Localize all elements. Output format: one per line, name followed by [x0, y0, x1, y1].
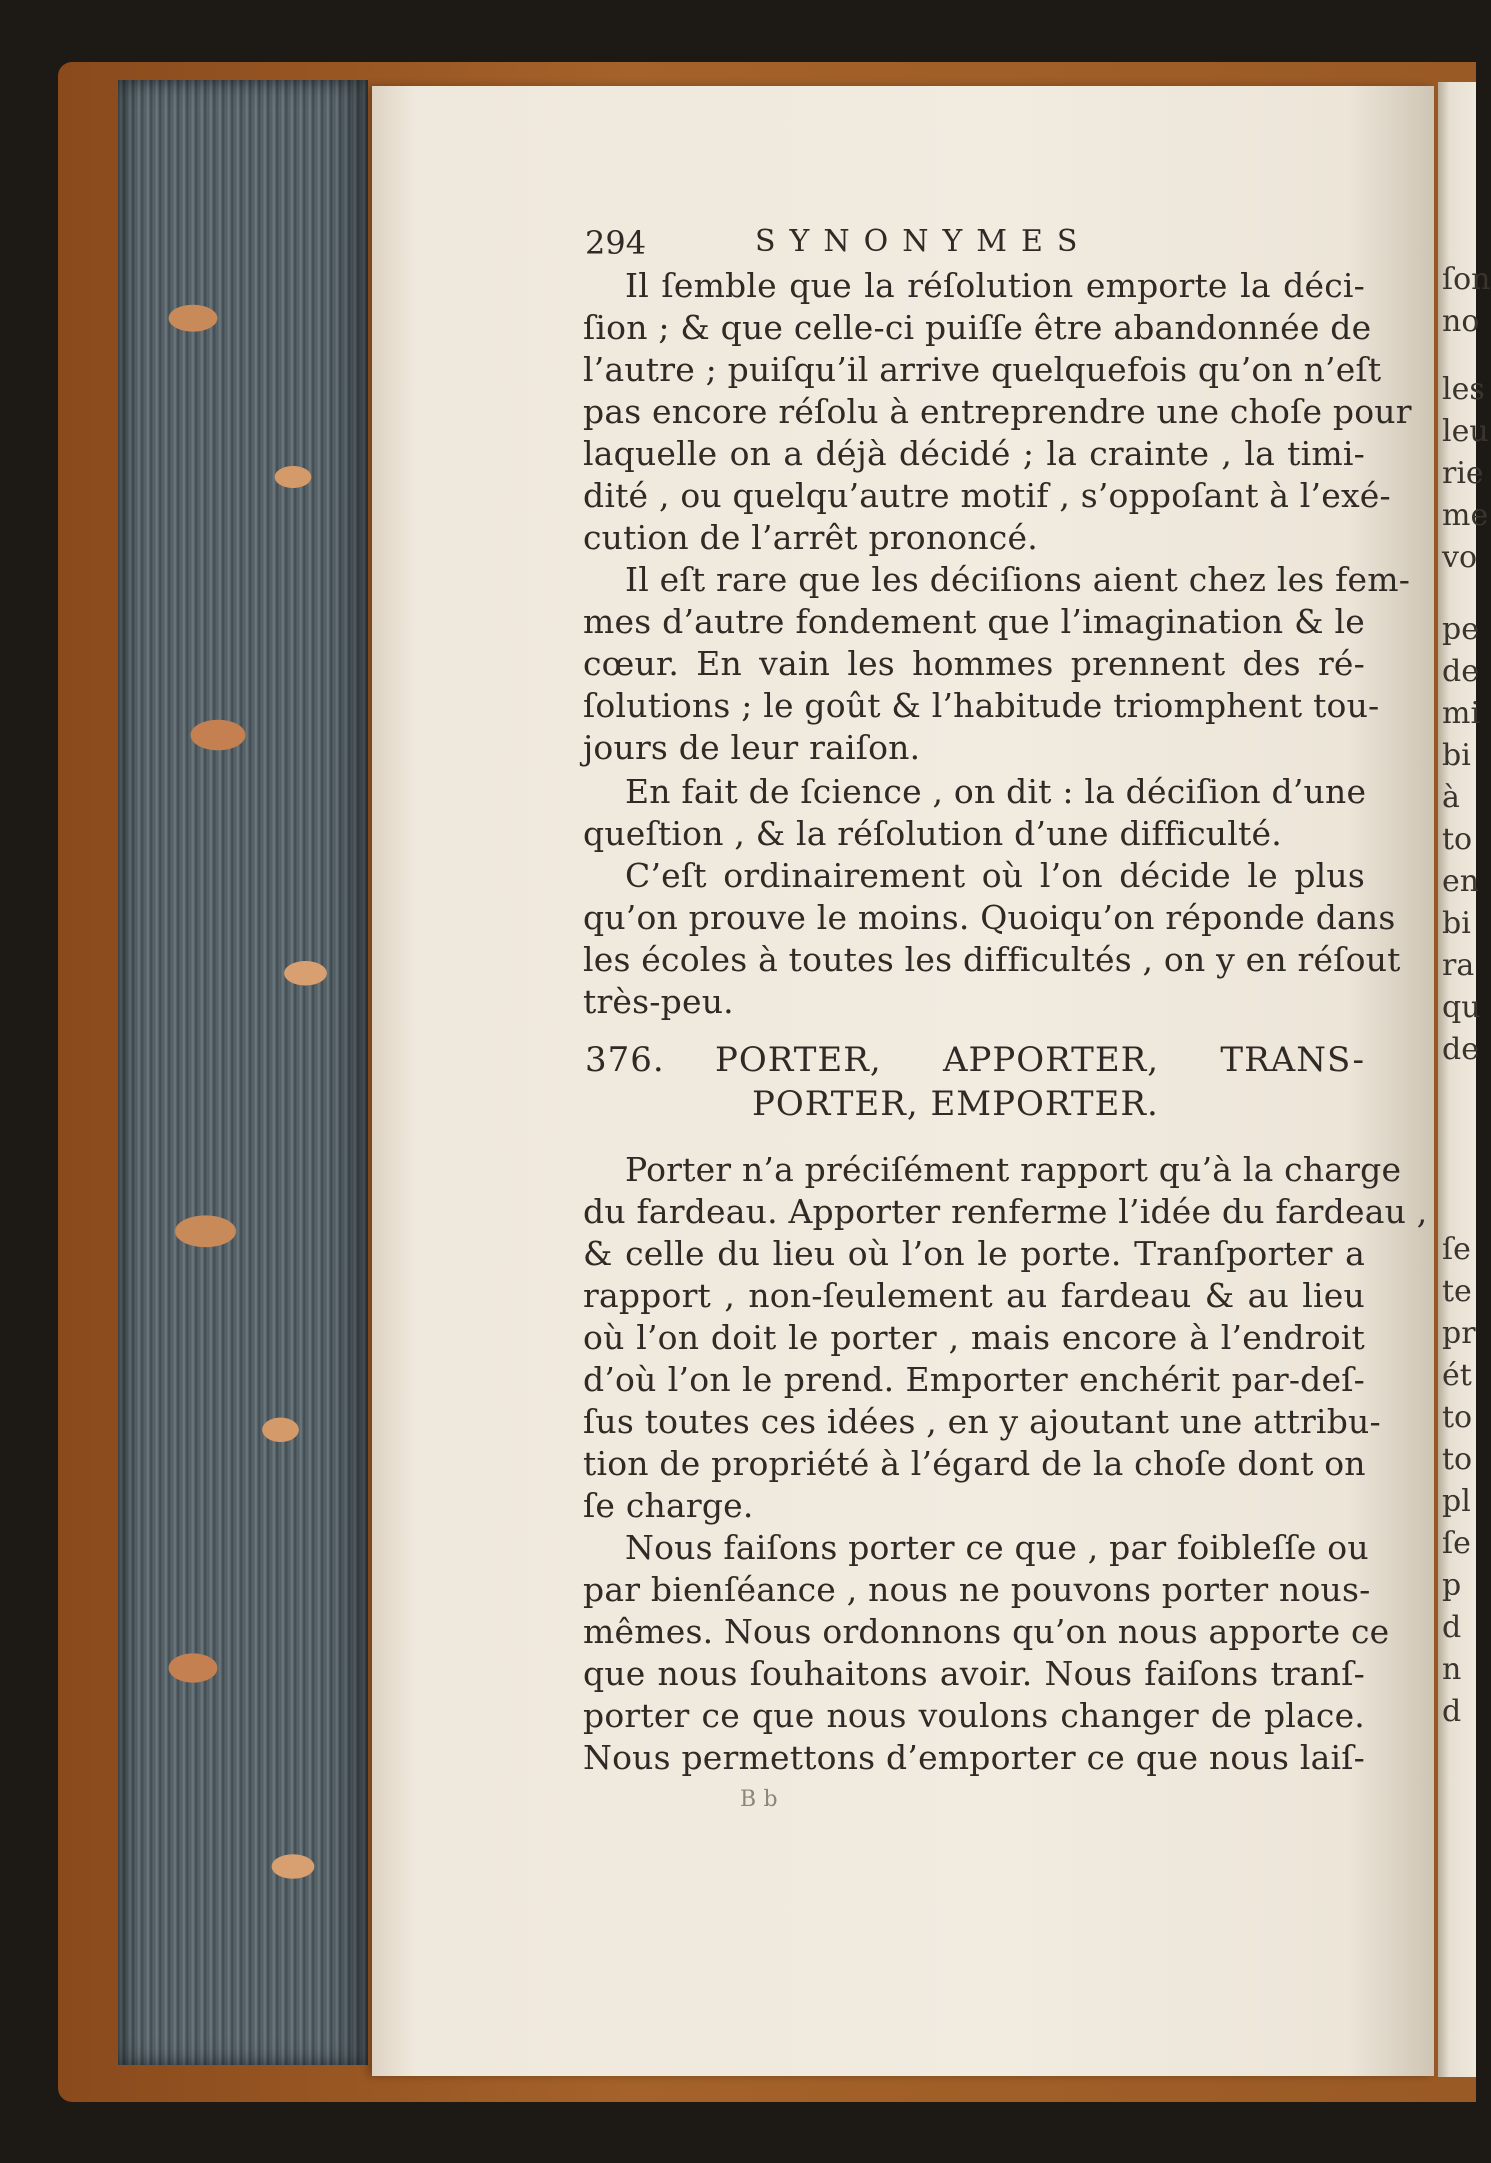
facing-page-text-fragment: to	[1442, 822, 1473, 857]
facing-page-text-fragment: pe	[1442, 612, 1479, 647]
facing-page-text-fragment: en	[1442, 864, 1480, 899]
facing-page-text-fragment: me	[1442, 498, 1489, 533]
text-line: cœur. En vain les hommes prennent des ré-	[583, 644, 1365, 683]
facing-page-text-fragment: pl	[1442, 1484, 1471, 1519]
page-number: 294	[585, 224, 647, 262]
text-line: mes d’autre fondement que l’imagination & le	[583, 602, 1365, 641]
section-title-line-2: PORTER, EMPORTER.	[752, 1084, 1159, 1124]
facing-page-text-fragment: n	[1442, 1652, 1462, 1687]
text-line: pas encore réſolu à entreprendre une choſe pour	[583, 392, 1412, 431]
text-line: les écoles à toutes les difficultés , on y en réſout	[583, 940, 1401, 979]
facing-page-text-fragment: ſe	[1442, 1526, 1471, 1561]
facing-page-text-fragment: pr	[1442, 1316, 1476, 1351]
facing-page-text-fragment: bi	[1442, 738, 1471, 773]
text-line: du fardeau. Apporter renferme l’idée du fardeau ,	[583, 1192, 1428, 1231]
text-line: ſolutions ; le goût & l’habitude triomphent tou-	[583, 686, 1380, 725]
facing-page-text-fragment: de	[1442, 1032, 1479, 1067]
text-line: ſion ; & que celle-ci puiſſe être abandonnée de	[583, 308, 1372, 347]
text-line: par bienſéance , nous ne pouvons porter nous-	[583, 1570, 1371, 1609]
text-line: cution de l’arrêt prononcé.	[583, 518, 1038, 557]
text-line: que nous ſouhaitons avoir. Nous faiſons tranſ-	[583, 1654, 1365, 1693]
facing-page-text-fragment: ra	[1442, 948, 1475, 983]
facing-page-text-fragment: d	[1442, 1610, 1462, 1645]
text-line: queſtion , & la réſolution d’une difficulté.	[583, 814, 1282, 853]
facing-page-text-fragment: no	[1442, 304, 1480, 339]
text-line: ſe charge.	[583, 1486, 754, 1525]
facing-page-text-fragment: qu	[1442, 990, 1481, 1025]
running-title: SYNONYMES	[755, 224, 1092, 259]
facing-page-text-fragment: vo	[1442, 540, 1478, 575]
text-line: tion de propriété à l’égard de la choſe dont on	[583, 1444, 1366, 1483]
facing-page-text-fragment: p	[1442, 1568, 1462, 1603]
text-line: très-peu.	[583, 982, 734, 1021]
text-line: & celle du lieu où l’on le porte. Tranſporter a	[583, 1234, 1365, 1273]
facing-page-text-fragment: d	[1442, 1694, 1462, 1729]
text-line: l’autre ; puiſqu’il arrive quelquefois qu’on n’eſt	[583, 350, 1382, 389]
text-line: Il eſt rare que les déciſions aient chez les fem-	[625, 560, 1411, 599]
text-line: d’où l’on le prend. Emporter enchérit par-deſ-	[583, 1360, 1365, 1399]
facing-page-text-fragment: à	[1442, 780, 1460, 815]
text-line: jours de leur raiſon.	[583, 728, 921, 767]
signature-mark: B b	[740, 1787, 778, 1812]
facing-page-text-fragment: bi	[1442, 906, 1471, 941]
text-line: Nous permettons d’emporter ce que nous laiſ-	[583, 1738, 1365, 1777]
text-line: où l’on doit le porter , mais encore à l’endroit	[583, 1318, 1365, 1357]
facing-page-text-fragment: les	[1442, 372, 1485, 407]
text-line: Porter n’a préciſément rapport qu’à la charge	[625, 1150, 1402, 1189]
facing-page-text-fragment: ſe	[1442, 1232, 1471, 1267]
text-line: qu’on prouve le moins. Quoiqu’on réponde dans	[583, 898, 1396, 937]
facing-page-text-fragment: de	[1442, 654, 1479, 689]
text-line: Nous faiſons porter ce que , par foibleſſe ou	[625, 1528, 1369, 1567]
section-number: 376.	[585, 1040, 665, 1080]
text-line: rapport , non-ſeulement au fardeau & au lieu	[583, 1276, 1365, 1315]
facing-page-text-fragment: ét	[1442, 1358, 1472, 1393]
text-line: dité , ou quelqu’autre motif , s’oppoſant à l’exé-	[583, 476, 1391, 515]
text-line: laquelle on a déjà décidé ; la crainte , la timi-	[583, 434, 1365, 473]
facing-page-text-fragment: rie	[1442, 456, 1484, 491]
text-line: mêmes. Nous ordonnons qu’on nous apporte ce	[583, 1612, 1390, 1651]
facing-page-text-fragment: to	[1442, 1442, 1473, 1477]
text-line: porter ce que nous voulons changer de place.	[583, 1696, 1365, 1735]
text-line: C’eſt ordinairement où l’on décide le plus	[625, 856, 1365, 895]
facing-page-text-fragment: to	[1442, 1400, 1473, 1435]
facing-page-text-fragment: ſon	[1442, 262, 1491, 297]
section-title-line-1: PORTER, APPORTER, TRANS-	[715, 1040, 1365, 1080]
text-line: ſus toutes ces idées , en y ajoutant une attribu-	[583, 1402, 1381, 1441]
facing-page-text-fragment: te	[1442, 1274, 1472, 1309]
facing-page-text-fragment: leu	[1442, 414, 1489, 449]
text-line: En fait de ſcience , on dit : la déciſion d’une	[625, 772, 1367, 811]
facing-page-text-fragment: mi	[1442, 696, 1481, 731]
text-line: Il ſemble que la réſolution emporte la déci-	[625, 266, 1365, 305]
